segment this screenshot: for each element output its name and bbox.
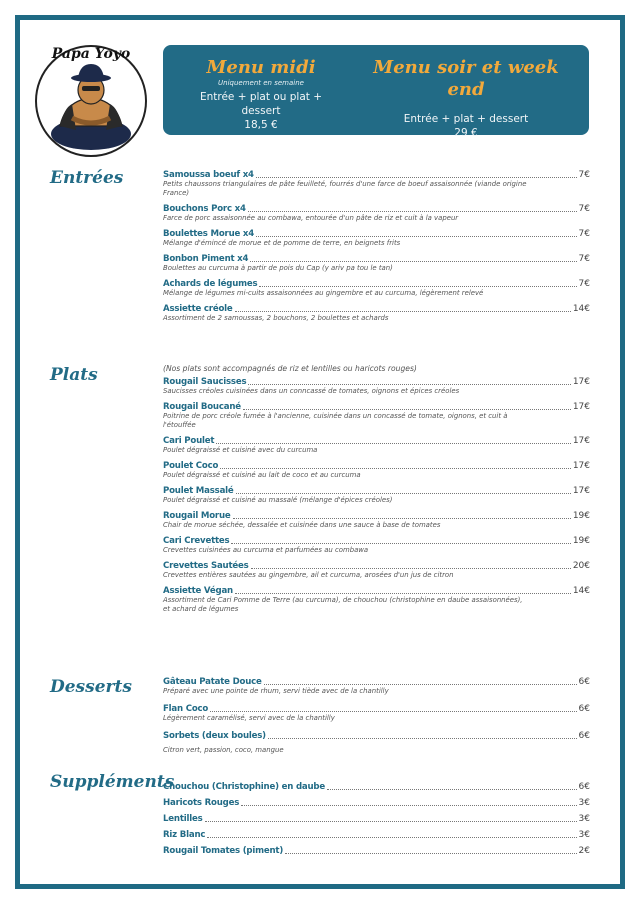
leader-dots (241, 805, 576, 806)
item-name: Bouchons Porc x4 (163, 204, 246, 214)
menu-item (163, 533, 590, 555)
menu-item (163, 483, 590, 505)
leader-dots (248, 211, 577, 212)
leader-dots (243, 409, 571, 410)
item-price: 6€ (578, 782, 590, 792)
section-title-supplements: Suppléments (50, 772, 175, 792)
section-title-plats: Plats (50, 365, 98, 385)
item-price: 17€ (572, 461, 590, 471)
item-name: Assiette créole (163, 304, 233, 314)
leader-dots (236, 493, 571, 494)
item-price: 7€ (578, 254, 590, 264)
item-name: Cari Poulet (163, 436, 215, 446)
menu-midi-title: Menu midi (206, 57, 316, 78)
leader-dots (264, 684, 577, 685)
item-price: 3€ (578, 830, 590, 840)
menu-item (163, 840, 590, 856)
leader-dots (248, 384, 570, 385)
item-price: 14€ (572, 304, 590, 314)
menu-item (163, 558, 590, 580)
item-description: Légèrement caramélisé, servi avec de la chantilly (163, 714, 335, 722)
menu-item (163, 226, 590, 248)
item-price: 19€ (572, 536, 590, 546)
item-description: Chair de morue séchée, dessalée et cuisinée dans une sauce à base de tomates (163, 521, 441, 529)
item-price: 14€ (572, 586, 590, 596)
item-price: 17€ (572, 436, 590, 446)
item-price: 20€ (572, 561, 590, 571)
item-price: 7€ (578, 229, 590, 239)
item-name: Rougail Morue (163, 511, 231, 521)
leader-dots (235, 593, 571, 594)
item-price: 7€ (578, 204, 590, 214)
leader-dots (256, 177, 577, 178)
item-name: Lentilles (163, 814, 203, 824)
item-name: Gâteau Patate Douce (163, 677, 262, 687)
leader-dots (259, 286, 576, 287)
leader-dots (251, 568, 571, 569)
leader-dots (216, 443, 571, 444)
menu-item (163, 167, 590, 198)
menu-item (163, 674, 590, 696)
item-name: Crevettes Sautées (163, 561, 249, 571)
menu-item (163, 276, 590, 298)
item-name: Achards de légumes (163, 279, 258, 289)
menu-item (163, 808, 590, 824)
leader-dots (231, 543, 570, 544)
item-name: Haricots Rouges (163, 798, 240, 808)
menu-soir-line: Entrée + plat + dessert (403, 113, 529, 125)
menu-item (163, 824, 590, 840)
item-price: 7€ (578, 170, 590, 180)
menu-midi-block (181, 57, 341, 132)
item-price: 19€ (572, 511, 590, 521)
item-name: Assiette Végan (163, 586, 233, 596)
item-description: Crevettes cuisinées au curcuma et parfumées au combawa (163, 546, 369, 554)
item-name: Poulet Massalé (163, 486, 234, 496)
item-price: 6€ (578, 731, 590, 741)
menu-item (163, 508, 590, 530)
menu-soir-block (371, 57, 561, 140)
menu-item (163, 458, 590, 480)
menu-soir-title: Menu soir et week end (373, 57, 559, 100)
plats-list (163, 363, 590, 614)
item-description: Poitrine de porc créole fumée à l'ancienne, cuisinée dans un concassé de tomate, oignons, et cuit à l'étouffée (163, 412, 508, 429)
item-name: Flan Coco (163, 704, 209, 714)
item-description: Préparé avec une pointe de rhum, servi tiède avec de la chantilly (163, 687, 389, 695)
supplements-list (163, 776, 590, 856)
item-description: Poulet dégraissé et cuisiné au lait de coco et au curcuma (163, 471, 361, 479)
item-description: Boulettes au curcuma à partir de pois du Cap (y ariv pa tou le tan) (163, 264, 393, 272)
item-name: Rougail Tomates (piment) (163, 846, 284, 856)
menu-item (163, 374, 590, 396)
item-price: 3€ (578, 798, 590, 808)
leader-dots (210, 711, 576, 712)
leader-dots (327, 789, 577, 790)
item-description: Mélange de légumes mi-cuits assaisonnées au gingembre et au curcuma, légèrement relevé (163, 289, 484, 297)
section-title-entrees: Entrées (50, 168, 124, 188)
menu-item (163, 201, 590, 223)
item-price: 7€ (578, 279, 590, 289)
item-name: Riz Blanc (163, 830, 206, 840)
menu-item (163, 251, 590, 273)
section-title-desserts: Desserts (50, 677, 132, 697)
leader-dots (207, 837, 576, 838)
leader-dots (285, 853, 576, 854)
item-name: Chouchou (Christophine) en daube (163, 782, 326, 792)
desserts-list (163, 674, 590, 755)
plats-note: (Nos plats sont accompagnés de riz et lentilles ou haricots rouges) (163, 364, 417, 373)
item-description: Farce de porc assaisonnée au combawa, entourée d'un pâte de riz et cuit à la vapeur (163, 214, 459, 222)
menu-item (163, 583, 590, 614)
item-price: 17€ (572, 402, 590, 412)
menu-item (163, 399, 590, 430)
item-description: Poulet dégraissé et cuisiné avec du curcuma (163, 446, 318, 454)
leader-dots (233, 518, 571, 519)
item-name: Rougail Saucisses (163, 377, 247, 387)
menu-item (163, 433, 590, 455)
logo-text: Papa Yoyo (51, 46, 131, 62)
entrees-list (163, 167, 590, 323)
item-name: Boulettes Morue x4 (163, 229, 255, 239)
item-name: Poulet Coco (163, 461, 219, 471)
item-price: 6€ (578, 677, 590, 687)
item-description: Poulet dégraissé et cuisiné au massalé (mélange d'épices créoles) (163, 496, 393, 504)
item-description: Crevettes entières sautées au gingembre, ail et curcuma, arosées d'un jus de citron (163, 571, 454, 579)
menu-soir-price: 29 € (454, 127, 478, 139)
item-description: Citron vert, passion, coco, mangue (163, 746, 284, 754)
item-name: Bonbon Piment x4 (163, 254, 249, 264)
item-description: Assortiment de 2 samoussas, 2 bouchons, 2 boulettes et achards (163, 314, 389, 322)
menu-item (163, 301, 590, 323)
item-price: 2€ (578, 846, 590, 856)
menu-item (163, 792, 590, 808)
menu-item (163, 728, 590, 755)
item-name: Rougail Boucané (163, 402, 241, 412)
menu-item (163, 776, 590, 792)
restaurant-logo (30, 38, 152, 160)
leader-dots (205, 821, 577, 822)
leader-dots (256, 236, 576, 237)
item-price: 6€ (578, 704, 590, 714)
item-price: 17€ (572, 377, 590, 387)
menu-midi-price: 18,5 € (244, 119, 278, 131)
item-name: Sorbets (deux boules) (163, 731, 266, 741)
item-price: 3€ (578, 814, 590, 824)
item-description: Mélange d'émincé de morue et de pomme de terre, en beignets frits (163, 239, 401, 247)
item-name: Cari Crevettes (163, 536, 230, 546)
leader-dots (220, 468, 571, 469)
item-description: Saucisses créoles cuisinées dans un conncassé de tomates, oignons et épices créoles (163, 387, 460, 395)
item-description: Petits chaussons triangulaires de pâte feuilleté, fourrés d'une farce de boeuf assaisonnée (viande origine France) (163, 180, 527, 197)
menu-item (163, 701, 590, 723)
item-name: Samoussa boeuf x4 (163, 170, 254, 180)
leader-dots (268, 738, 577, 739)
item-description: Assortiment de Cari Pomme de Terre (au curcuma), de chouchou (christophine en daube assaisonnées), et achard de légumes (163, 596, 523, 613)
menu-midi-subtitle: Uniquement en semaine (218, 79, 304, 87)
item-price: 17€ (572, 486, 590, 496)
menu-midi-line: Entrée + plat ou plat + dessert (199, 91, 323, 117)
menu-formula-banner (163, 45, 589, 139)
leader-dots (235, 311, 571, 312)
leader-dots (250, 261, 576, 262)
